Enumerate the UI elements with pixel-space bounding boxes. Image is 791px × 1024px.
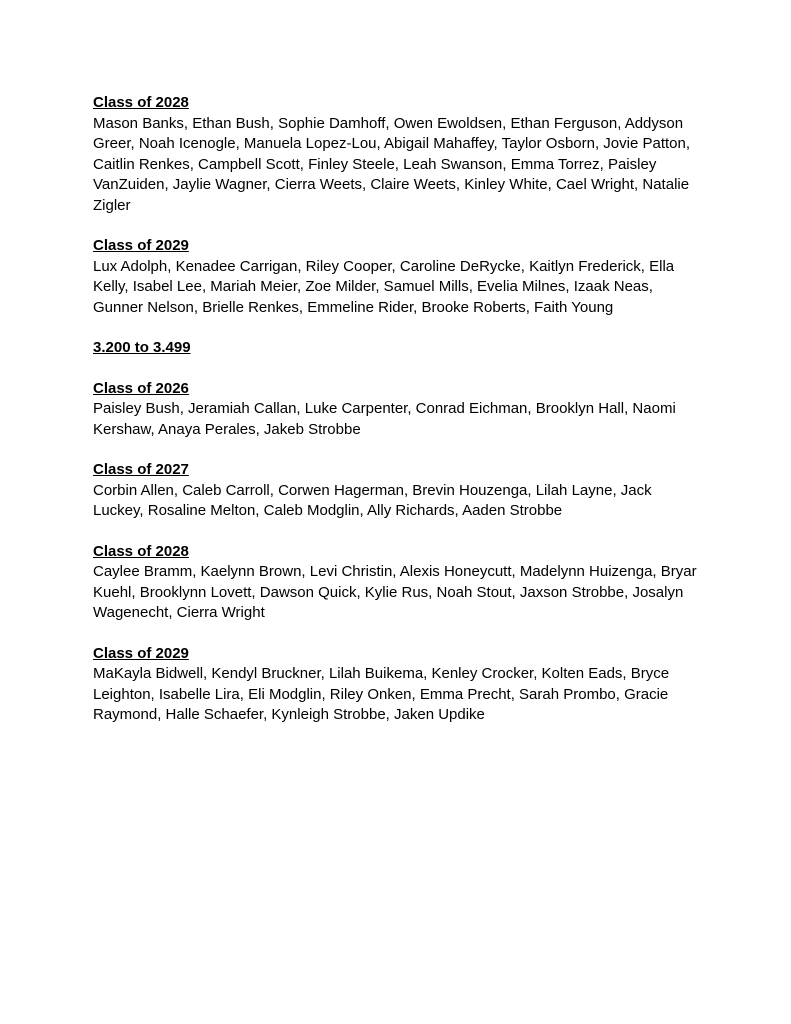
class-heading: Class of 2027 [93, 461, 189, 478]
student-names: Lux Adolph, Kenadee Carrigan, Riley Cooper, Caroline DeRycke, Kaitlyn Frederick, Ella Kelly, Isabel Lee, Mariah Meier, Zoe Milder, Samuel Mills, Evelia Milnes, Izaak Neas, Gunner Nelson, Brielle Renkes, Emmeline Rider, Brooke Roberts, Faith Young [93, 257, 675, 316]
class-heading: Class of 2028 [93, 542, 189, 560]
class-heading: Class of 2026 [93, 379, 189, 397]
band-class-section-2027 [93, 460, 703, 522]
band-class-section-2026 [93, 379, 703, 441]
student-names: MaKayla Bidwell, Kendyl Bruckner, Lilah Buikema, Kenley Crocker, Kolten Eads, Bryce Leighton, Isabelle Lira, Eli Modglin, Riley Onken, Emma Precht, Sarah Prombo, Gracie Raymond, Halle Schaefer, Kynleigh Strobbe, Jaken Updike [93, 665, 670, 723]
student-names: Caylee Bramm, Kaelynn Brown, Levi Christin, Alexis Honeycutt, Madelynn Huizenga, Bryar Kuehl, Brooklynn Lovett, Dawson Quick, Kylie Rus, Noah Stout, Jaxson Strobbe, Josalyn Wagenecht, Cierra Wright [93, 563, 697, 621]
class-section-2029 [93, 236, 703, 318]
student-names: Corbin Allen, Caleb Carroll, Corwen Hagerman, Brevin Houzenga, Lilah Layne, Jack Luckey, Rosaline Melton, Caleb Modglin, Ally Richards, Aaden Strobbe [93, 481, 652, 519]
class-heading: Class of 2029 [93, 644, 189, 662]
band-class-section-2028 [93, 542, 703, 624]
gpa-band-heading: 3.200 to 3.499 [93, 339, 191, 356]
band-class-section-2029 [93, 644, 703, 726]
student-names: Mason Banks, Ethan Bush, Sophie Damhoff, Owen Ewoldsen, Ethan Ferguson, Addyson Greer, Noah Icenogle, Manuela Lopez-Lou, Abigail Mahaffey, Taylor Osborn, Jovie Patton, Caitlin Renkes, Campbell Scott, Finley Steele, Leah Swanson, Emma Torrez, Paisley VanZuiden, Jaylie Wagner, Cierra Weets, Claire Weets, Kinley White, Cael Wright, Natalie Zigler [93, 114, 691, 214]
class-section-2028 [93, 93, 703, 216]
student-names: Paisley Bush, Jeramiah Callan, Luke Carpenter, Conrad Eichman, Brooklyn Hall, Naomi Kershaw, Anaya Perales, Jakeb Strobbe [93, 400, 676, 438]
document-page [93, 93, 703, 746]
class-heading: Class of 2028 [93, 94, 189, 111]
class-heading: Class of 2029 [93, 237, 189, 254]
